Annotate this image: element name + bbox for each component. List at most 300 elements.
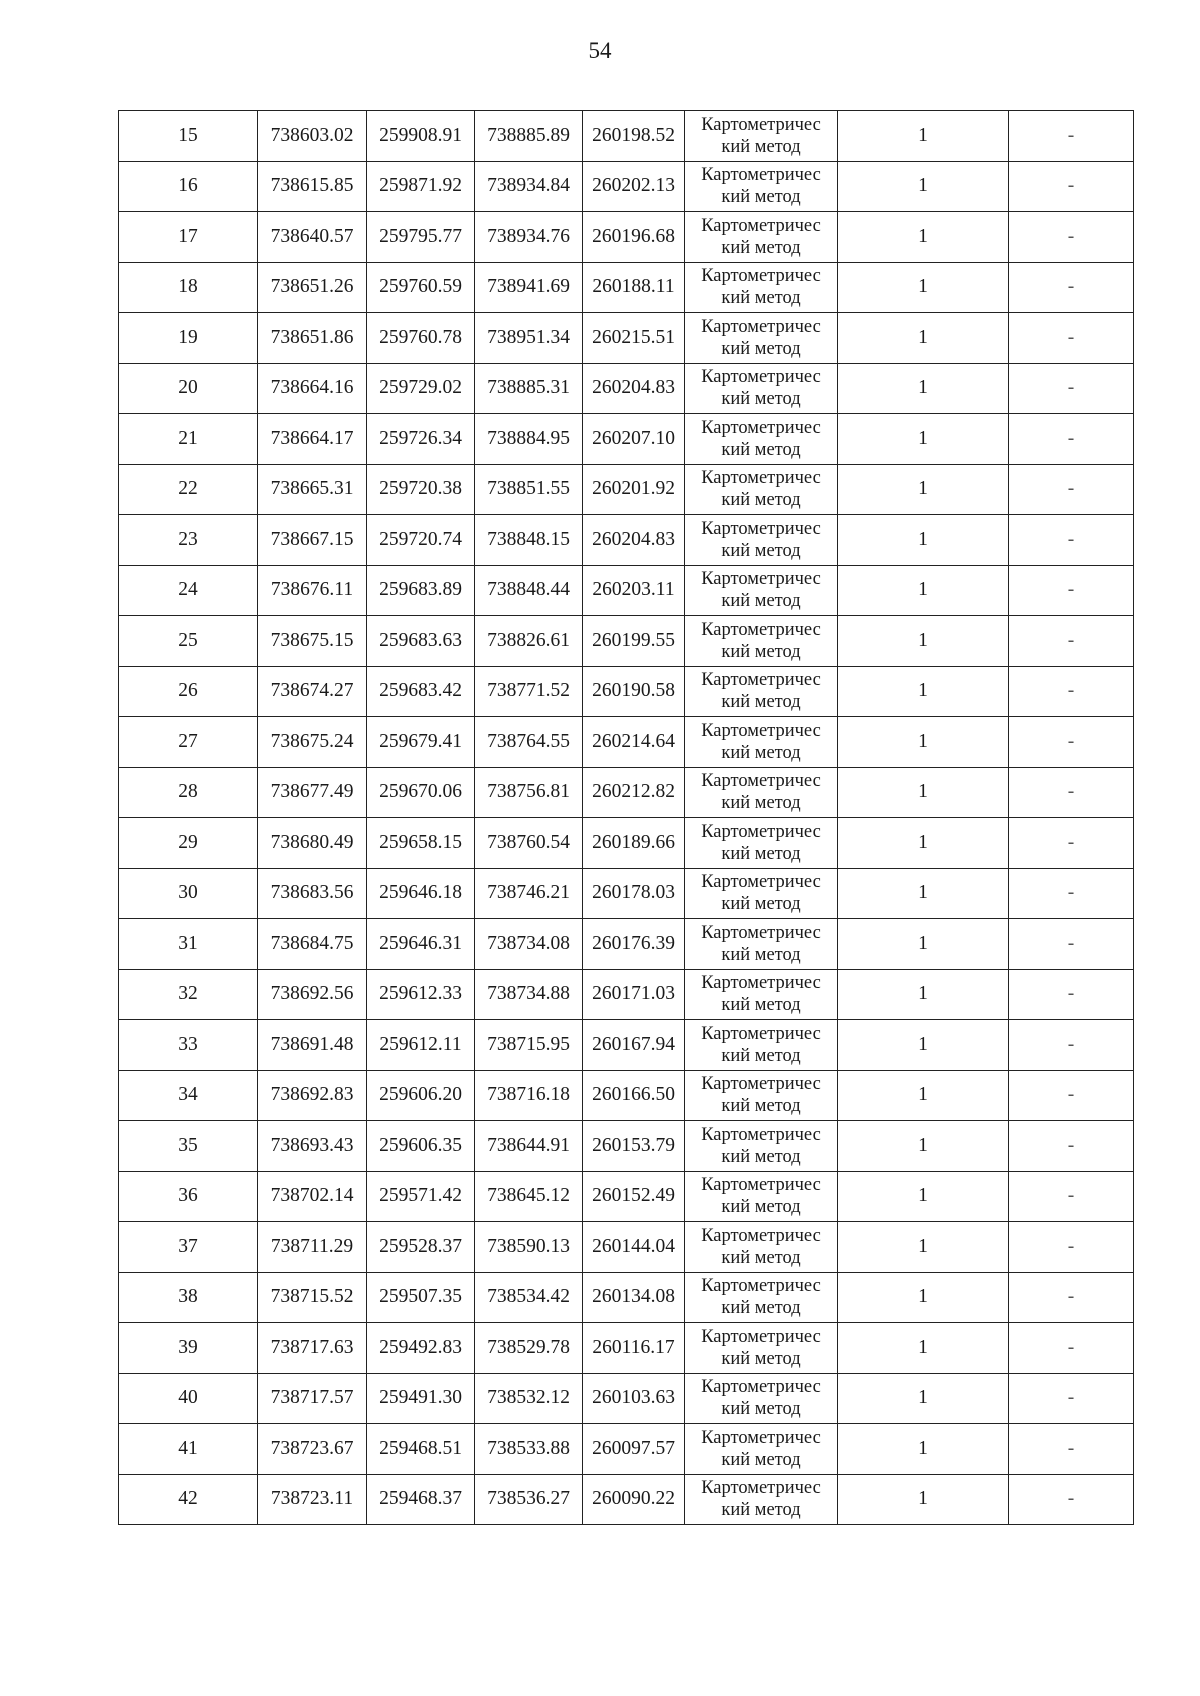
point-number-cell: 29 xyxy=(119,818,258,869)
table-row xyxy=(119,464,1134,515)
accuracy-cell: 1 xyxy=(838,616,1009,667)
point-number-cell: 16 xyxy=(119,161,258,212)
table-row xyxy=(119,868,1134,919)
point-number-cell: 17 xyxy=(119,212,258,263)
x2-coordinate-cell: 738590.13 xyxy=(475,1222,583,1273)
method-label-line2: кий метод xyxy=(721,1096,801,1117)
point-number-cell: 35 xyxy=(119,1121,258,1172)
method-cell xyxy=(685,1373,838,1424)
y2-coordinate-cell: 260201.92 xyxy=(583,464,685,515)
method-cell xyxy=(685,969,838,1020)
note-cell: - xyxy=(1009,717,1134,768)
table-row xyxy=(119,666,1134,717)
x1-coordinate-cell: 738603.02 xyxy=(258,111,367,162)
method-cell xyxy=(685,313,838,364)
x1-coordinate-cell: 738665.31 xyxy=(258,464,367,515)
method-label-line1: Картометричес xyxy=(701,367,821,388)
method-cell xyxy=(685,212,838,263)
point-number-cell: 15 xyxy=(119,111,258,162)
method-label-line1: Картометричес xyxy=(701,973,821,994)
x1-coordinate-cell: 738702.14 xyxy=(258,1171,367,1222)
y1-coordinate-cell: 259908.91 xyxy=(367,111,475,162)
table-row xyxy=(119,1020,1134,1071)
y1-coordinate-cell: 259720.74 xyxy=(367,515,475,566)
x2-coordinate-cell: 738734.88 xyxy=(475,969,583,1020)
x2-coordinate-cell: 738756.81 xyxy=(475,767,583,818)
note-cell: - xyxy=(1009,868,1134,919)
accuracy-cell: 1 xyxy=(838,212,1009,263)
method-cell xyxy=(685,565,838,616)
coordinates-table xyxy=(118,110,1134,1525)
x2-coordinate-cell: 738885.89 xyxy=(475,111,583,162)
accuracy-cell: 1 xyxy=(838,767,1009,818)
method-label-line1: Картометричес xyxy=(701,872,821,893)
y1-coordinate-cell: 259491.30 xyxy=(367,1373,475,1424)
method-label-line2: кий метод xyxy=(721,1500,801,1521)
y1-coordinate-cell: 259528.37 xyxy=(367,1222,475,1273)
y2-coordinate-cell: 260214.64 xyxy=(583,717,685,768)
x2-coordinate-cell: 738885.31 xyxy=(475,363,583,414)
x1-coordinate-cell: 738615.85 xyxy=(258,161,367,212)
x2-coordinate-cell: 738532.12 xyxy=(475,1373,583,1424)
method-label-line1: Картометричес xyxy=(701,468,821,489)
note-cell: - xyxy=(1009,464,1134,515)
x1-coordinate-cell: 738675.15 xyxy=(258,616,367,667)
method-cell xyxy=(685,1474,838,1525)
accuracy-cell: 1 xyxy=(838,161,1009,212)
method-label-line2: кий метод xyxy=(721,338,801,359)
x2-coordinate-cell: 738645.12 xyxy=(475,1171,583,1222)
point-number-cell: 26 xyxy=(119,666,258,717)
accuracy-cell: 1 xyxy=(838,1323,1009,1374)
method-label-line1: Картометричес xyxy=(701,417,821,438)
method-label-line2: кий метод xyxy=(721,995,801,1016)
accuracy-cell: 1 xyxy=(838,1121,1009,1172)
table-row xyxy=(119,1070,1134,1121)
method-cell xyxy=(685,1272,838,1323)
method-cell xyxy=(685,262,838,313)
y1-coordinate-cell: 259612.11 xyxy=(367,1020,475,1071)
x1-coordinate-cell: 738664.16 xyxy=(258,363,367,414)
point-number-cell: 28 xyxy=(119,767,258,818)
method-label-line1: Картометричес xyxy=(701,1225,821,1246)
y2-coordinate-cell: 260144.04 xyxy=(583,1222,685,1273)
note-cell: - xyxy=(1009,1272,1134,1323)
method-label-line2: кий метод xyxy=(721,490,801,511)
method-label-line1: Картометричес xyxy=(701,670,821,691)
note-cell: - xyxy=(1009,565,1134,616)
table-row xyxy=(119,717,1134,768)
y1-coordinate-cell: 259658.15 xyxy=(367,818,475,869)
point-number-cell: 18 xyxy=(119,262,258,313)
method-label-line2: кий метод xyxy=(721,1045,801,1066)
method-label-line2: кий метод xyxy=(721,540,801,561)
x1-coordinate-cell: 738674.27 xyxy=(258,666,367,717)
y2-coordinate-cell: 260203.11 xyxy=(583,565,685,616)
accuracy-cell: 1 xyxy=(838,414,1009,465)
point-number-cell: 40 xyxy=(119,1373,258,1424)
method-label-line1: Картометричес xyxy=(701,1427,821,1448)
table-row xyxy=(119,969,1134,1020)
x2-coordinate-cell: 738934.84 xyxy=(475,161,583,212)
method-cell xyxy=(685,1222,838,1273)
y1-coordinate-cell: 259683.89 xyxy=(367,565,475,616)
x1-coordinate-cell: 738711.29 xyxy=(258,1222,367,1273)
y1-coordinate-cell: 259670.06 xyxy=(367,767,475,818)
table-row xyxy=(119,1373,1134,1424)
table-row xyxy=(119,1474,1134,1525)
table-row xyxy=(119,1323,1134,1374)
method-cell xyxy=(685,1020,838,1071)
y2-coordinate-cell: 260189.66 xyxy=(583,818,685,869)
point-number-cell: 37 xyxy=(119,1222,258,1273)
x2-coordinate-cell: 738644.91 xyxy=(475,1121,583,1172)
point-number-cell: 30 xyxy=(119,868,258,919)
x2-coordinate-cell: 738534.42 xyxy=(475,1272,583,1323)
x1-coordinate-cell: 738680.49 xyxy=(258,818,367,869)
note-cell: - xyxy=(1009,212,1134,263)
method-label-line2: кий метод xyxy=(721,136,801,157)
y2-coordinate-cell: 260134.08 xyxy=(583,1272,685,1323)
method-label-line1: Картометричес xyxy=(701,165,821,186)
x1-coordinate-cell: 738717.57 xyxy=(258,1373,367,1424)
table-row xyxy=(119,616,1134,667)
method-label-line1: Картометричес xyxy=(701,114,821,135)
note-cell: - xyxy=(1009,1373,1134,1424)
method-label-line2: кий метод xyxy=(721,894,801,915)
accuracy-cell: 1 xyxy=(838,1373,1009,1424)
point-number-cell: 39 xyxy=(119,1323,258,1374)
note-cell: - xyxy=(1009,1474,1134,1525)
y1-coordinate-cell: 259612.33 xyxy=(367,969,475,1020)
point-number-cell: 27 xyxy=(119,717,258,768)
point-number-cell: 32 xyxy=(119,969,258,1020)
table-row xyxy=(119,919,1134,970)
y2-coordinate-cell: 260116.17 xyxy=(583,1323,685,1374)
accuracy-cell: 1 xyxy=(838,868,1009,919)
y1-coordinate-cell: 259729.02 xyxy=(367,363,475,414)
table-row xyxy=(119,363,1134,414)
point-number-cell: 24 xyxy=(119,565,258,616)
x2-coordinate-cell: 738941.69 xyxy=(475,262,583,313)
accuracy-cell: 1 xyxy=(838,313,1009,364)
method-cell xyxy=(685,868,838,919)
point-number-cell: 31 xyxy=(119,919,258,970)
method-label-line2: кий метод xyxy=(721,1146,801,1167)
method-cell xyxy=(685,717,838,768)
y2-coordinate-cell: 260097.57 xyxy=(583,1424,685,1475)
y1-coordinate-cell: 259760.59 xyxy=(367,262,475,313)
y2-coordinate-cell: 260207.10 xyxy=(583,414,685,465)
table-row xyxy=(119,1272,1134,1323)
x2-coordinate-cell: 738716.18 xyxy=(475,1070,583,1121)
accuracy-cell: 1 xyxy=(838,464,1009,515)
y1-coordinate-cell: 259683.42 xyxy=(367,666,475,717)
point-number-cell: 42 xyxy=(119,1474,258,1525)
method-label-line2: кий метод xyxy=(721,641,801,662)
method-label-line1: Картометричес xyxy=(701,619,821,640)
accuracy-cell: 1 xyxy=(838,919,1009,970)
x2-coordinate-cell: 738884.95 xyxy=(475,414,583,465)
y1-coordinate-cell: 259646.31 xyxy=(367,919,475,970)
accuracy-cell: 1 xyxy=(838,969,1009,1020)
point-number-cell: 22 xyxy=(119,464,258,515)
x2-coordinate-cell: 738746.21 xyxy=(475,868,583,919)
accuracy-cell: 1 xyxy=(838,363,1009,414)
table-row xyxy=(119,1171,1134,1222)
y1-coordinate-cell: 259571.42 xyxy=(367,1171,475,1222)
note-cell: - xyxy=(1009,262,1134,313)
x2-coordinate-cell: 738529.78 xyxy=(475,1323,583,1374)
y1-coordinate-cell: 259468.37 xyxy=(367,1474,475,1525)
method-cell xyxy=(685,919,838,970)
y2-coordinate-cell: 260198.52 xyxy=(583,111,685,162)
note-cell: - xyxy=(1009,1424,1134,1475)
x2-coordinate-cell: 738951.34 xyxy=(475,313,583,364)
point-number-cell: 36 xyxy=(119,1171,258,1222)
table-row xyxy=(119,212,1134,263)
x2-coordinate-cell: 738771.52 xyxy=(475,666,583,717)
y2-coordinate-cell: 260202.13 xyxy=(583,161,685,212)
note-cell: - xyxy=(1009,161,1134,212)
note-cell: - xyxy=(1009,919,1134,970)
method-label-line1: Картометричес xyxy=(701,922,821,943)
x1-coordinate-cell: 738692.83 xyxy=(258,1070,367,1121)
accuracy-cell: 1 xyxy=(838,1272,1009,1323)
method-cell xyxy=(685,1070,838,1121)
method-cell xyxy=(685,818,838,869)
x1-coordinate-cell: 738677.49 xyxy=(258,767,367,818)
method-label-line1: Картометричес xyxy=(701,1478,821,1499)
x1-coordinate-cell: 738723.11 xyxy=(258,1474,367,1525)
y2-coordinate-cell: 260171.03 xyxy=(583,969,685,1020)
method-cell xyxy=(685,666,838,717)
table-row xyxy=(119,1121,1134,1172)
method-label-line2: кий метод xyxy=(721,1197,801,1218)
table-row xyxy=(119,262,1134,313)
method-label-line1: Картометричес xyxy=(701,1326,821,1347)
y2-coordinate-cell: 260204.83 xyxy=(583,515,685,566)
y1-coordinate-cell: 259795.77 xyxy=(367,212,475,263)
x2-coordinate-cell: 738715.95 xyxy=(475,1020,583,1071)
method-label-line1: Картометричес xyxy=(701,569,821,590)
y2-coordinate-cell: 260215.51 xyxy=(583,313,685,364)
y2-coordinate-cell: 260090.22 xyxy=(583,1474,685,1525)
table-row xyxy=(119,1222,1134,1273)
table-row xyxy=(119,515,1134,566)
method-label-line2: кий метод xyxy=(721,288,801,309)
point-number-cell: 19 xyxy=(119,313,258,364)
note-cell: - xyxy=(1009,969,1134,1020)
x1-coordinate-cell: 738693.43 xyxy=(258,1121,367,1172)
method-label-line2: кий метод xyxy=(721,439,801,460)
point-number-cell: 33 xyxy=(119,1020,258,1071)
accuracy-cell: 1 xyxy=(838,1070,1009,1121)
y2-coordinate-cell: 260196.68 xyxy=(583,212,685,263)
note-cell: - xyxy=(1009,313,1134,364)
x2-coordinate-cell: 738533.88 xyxy=(475,1424,583,1475)
table-row xyxy=(119,313,1134,364)
y1-coordinate-cell: 259468.51 xyxy=(367,1424,475,1475)
method-label-line1: Картометричес xyxy=(701,518,821,539)
method-label-line2: кий метод xyxy=(721,692,801,713)
y2-coordinate-cell: 260166.50 xyxy=(583,1070,685,1121)
method-label-line2: кий метод xyxy=(721,1298,801,1319)
x1-coordinate-cell: 738676.11 xyxy=(258,565,367,616)
method-label-line1: Картометричес xyxy=(701,771,821,792)
method-label-line2: кий метод xyxy=(721,944,801,965)
method-cell xyxy=(685,161,838,212)
method-label-line2: кий метод xyxy=(721,1348,801,1369)
x2-coordinate-cell: 738536.27 xyxy=(475,1474,583,1525)
y1-coordinate-cell: 259679.41 xyxy=(367,717,475,768)
x1-coordinate-cell: 738640.57 xyxy=(258,212,367,263)
y2-coordinate-cell: 260176.39 xyxy=(583,919,685,970)
method-cell xyxy=(685,464,838,515)
table-row xyxy=(119,818,1134,869)
method-label-line1: Картометричес xyxy=(701,1023,821,1044)
method-label-line1: Картометричес xyxy=(701,1377,821,1398)
method-label-line1: Картометричес xyxy=(701,266,821,287)
y2-coordinate-cell: 260152.49 xyxy=(583,1171,685,1222)
x1-coordinate-cell: 738675.24 xyxy=(258,717,367,768)
method-label-line1: Картометричес xyxy=(701,1175,821,1196)
y1-coordinate-cell: 259720.38 xyxy=(367,464,475,515)
method-cell xyxy=(685,767,838,818)
y1-coordinate-cell: 259760.78 xyxy=(367,313,475,364)
note-cell: - xyxy=(1009,1070,1134,1121)
accuracy-cell: 1 xyxy=(838,717,1009,768)
table-row xyxy=(119,111,1134,162)
y1-coordinate-cell: 259646.18 xyxy=(367,868,475,919)
x1-coordinate-cell: 738717.63 xyxy=(258,1323,367,1374)
note-cell: - xyxy=(1009,767,1134,818)
accuracy-cell: 1 xyxy=(838,262,1009,313)
x1-coordinate-cell: 738692.56 xyxy=(258,969,367,1020)
note-cell: - xyxy=(1009,1323,1134,1374)
x1-coordinate-cell: 738683.56 xyxy=(258,868,367,919)
method-label-line1: Картометричес xyxy=(701,316,821,337)
point-number-cell: 21 xyxy=(119,414,258,465)
method-cell xyxy=(685,1424,838,1475)
method-label-line1: Картометричес xyxy=(701,821,821,842)
x2-coordinate-cell: 738851.55 xyxy=(475,464,583,515)
y2-coordinate-cell: 260178.03 xyxy=(583,868,685,919)
note-cell: - xyxy=(1009,414,1134,465)
x1-coordinate-cell: 738667.15 xyxy=(258,515,367,566)
note-cell: - xyxy=(1009,363,1134,414)
x2-coordinate-cell: 738934.76 xyxy=(475,212,583,263)
y2-coordinate-cell: 260103.63 xyxy=(583,1373,685,1424)
method-label-line2: кий метод xyxy=(721,389,801,410)
x1-coordinate-cell: 738691.48 xyxy=(258,1020,367,1071)
method-label-line2: кий метод xyxy=(721,1247,801,1268)
x2-coordinate-cell: 738826.61 xyxy=(475,616,583,667)
note-cell: - xyxy=(1009,818,1134,869)
point-number-cell: 38 xyxy=(119,1272,258,1323)
y1-coordinate-cell: 259871.92 xyxy=(367,161,475,212)
x2-coordinate-cell: 738848.44 xyxy=(475,565,583,616)
x2-coordinate-cell: 738848.15 xyxy=(475,515,583,566)
accuracy-cell: 1 xyxy=(838,1171,1009,1222)
table-row xyxy=(119,565,1134,616)
method-label-line1: Картометричес xyxy=(701,1276,821,1297)
accuracy-cell: 1 xyxy=(838,515,1009,566)
point-number-cell: 23 xyxy=(119,515,258,566)
method-label-line1: Картометричес xyxy=(701,1074,821,1095)
accuracy-cell: 1 xyxy=(838,818,1009,869)
accuracy-cell: 1 xyxy=(838,666,1009,717)
note-cell: - xyxy=(1009,515,1134,566)
method-label-line2: кий метод xyxy=(721,1399,801,1420)
method-label-line2: кий метод xyxy=(721,591,801,612)
method-cell xyxy=(685,515,838,566)
accuracy-cell: 1 xyxy=(838,1424,1009,1475)
method-cell xyxy=(685,414,838,465)
y2-coordinate-cell: 260204.83 xyxy=(583,363,685,414)
table-row xyxy=(119,767,1134,818)
x1-coordinate-cell: 738651.26 xyxy=(258,262,367,313)
y2-coordinate-cell: 260190.58 xyxy=(583,666,685,717)
accuracy-cell: 1 xyxy=(838,565,1009,616)
note-cell: - xyxy=(1009,666,1134,717)
method-label-line2: кий метод xyxy=(721,237,801,258)
y1-coordinate-cell: 259507.35 xyxy=(367,1272,475,1323)
y1-coordinate-cell: 259683.63 xyxy=(367,616,475,667)
table-row xyxy=(119,414,1134,465)
method-cell xyxy=(685,111,838,162)
y2-coordinate-cell: 260153.79 xyxy=(583,1121,685,1172)
x1-coordinate-cell: 738715.52 xyxy=(258,1272,367,1323)
note-cell: - xyxy=(1009,1171,1134,1222)
y1-coordinate-cell: 259606.35 xyxy=(367,1121,475,1172)
method-label-line2: кий метод xyxy=(721,793,801,814)
x1-coordinate-cell: 738723.67 xyxy=(258,1424,367,1475)
point-number-cell: 25 xyxy=(119,616,258,667)
x2-coordinate-cell: 738764.55 xyxy=(475,717,583,768)
method-label-line2: кий метод xyxy=(721,843,801,864)
y1-coordinate-cell: 259606.20 xyxy=(367,1070,475,1121)
note-cell: - xyxy=(1009,1020,1134,1071)
table-row xyxy=(119,1424,1134,1475)
x1-coordinate-cell: 738651.86 xyxy=(258,313,367,364)
method-label-line1: Картометричес xyxy=(701,1124,821,1145)
method-cell xyxy=(685,363,838,414)
method-label-line2: кий метод xyxy=(721,1449,801,1470)
point-number-cell: 41 xyxy=(119,1424,258,1475)
point-number-cell: 34 xyxy=(119,1070,258,1121)
table-row xyxy=(119,161,1134,212)
accuracy-cell: 1 xyxy=(838,1474,1009,1525)
y1-coordinate-cell: 259492.83 xyxy=(367,1323,475,1374)
y2-coordinate-cell: 260212.82 xyxy=(583,767,685,818)
point-number-cell: 20 xyxy=(119,363,258,414)
y1-coordinate-cell: 259726.34 xyxy=(367,414,475,465)
page-number: 54 xyxy=(588,38,612,63)
method-label-line2: кий метод xyxy=(721,742,801,763)
method-label-line1: Картометричес xyxy=(701,720,821,741)
y2-coordinate-cell: 260167.94 xyxy=(583,1020,685,1071)
note-cell: - xyxy=(1009,1121,1134,1172)
method-cell xyxy=(685,1171,838,1222)
method-label-line2: кий метод xyxy=(721,187,801,208)
x2-coordinate-cell: 738734.08 xyxy=(475,919,583,970)
accuracy-cell: 1 xyxy=(838,111,1009,162)
method-cell xyxy=(685,616,838,667)
x1-coordinate-cell: 738684.75 xyxy=(258,919,367,970)
note-cell: - xyxy=(1009,1222,1134,1273)
x2-coordinate-cell: 738760.54 xyxy=(475,818,583,869)
